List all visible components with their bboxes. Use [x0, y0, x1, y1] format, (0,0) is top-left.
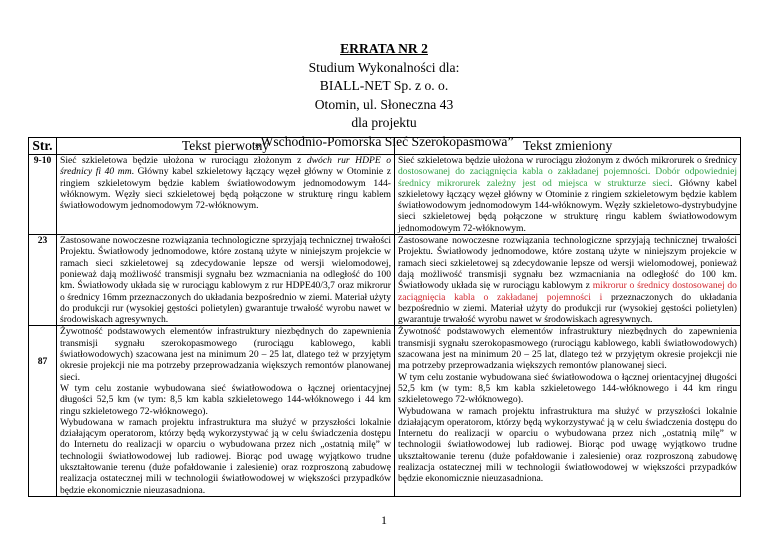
header-line-project-name: „Wschodnio-Pomorska Sieć Szerokopasmowa” [254, 133, 514, 149]
header-line-company: BIALL-NET Sp. z o. o. [319, 78, 449, 93]
text-run: przeznaczonych do układania bezpośrednio w ziemi. Materiał użyty do produkcji rur (wysokiej gęstości polietylen) gwarantuje trwałość wyrobu nawet w środowiskach agresywnych. [398, 291, 737, 326]
highlighted-change-red: mikrorur o średnicy dostosowanej do zaciągnięcia kabla o zakładanej pojemności i [398, 280, 737, 303]
page-number-cell: 87 [29, 326, 57, 496]
text-run: . Główny kabel szkieletowy łączący węzeł główny w Otominie z ringiem szkieletowym będzie kablem światłowodowym jednomodowym 144-włóknowym. Węzły sieci szkieletowej będą połączone w strukturę ringu kablem światłowodowym jednomodowym 72-włóknowym. [60, 166, 391, 212]
paragraph: W tym celu zostanie wybudowana sieć światłowodowa o łącznej orientacyjnej długości 52,5 km (w tym: 8,5 km kabla szkieletowego 144-włóknowego i 44 km ringu szkieletowego 72-włóknowego). [398, 371, 737, 406]
original-text-cell [57, 155, 395, 235]
page-number-cell: 9-10 [29, 155, 57, 235]
original-text-cell [57, 235, 395, 326]
column-header-original: Tekst pierwotny [57, 138, 395, 155]
table-header-row [29, 138, 741, 155]
header-line-study: Studium Wykonalności dla: [308, 59, 460, 75]
table-row [29, 155, 741, 235]
text-run: Zastosowane nowoczesne rozwiązania technologiczne sprzyjają technicznej trwałości Projektu. Światłowody jednomodowe, które zostaną użyte w niniejszym projekcie w ramach sieci szkieletowej są zdecydowanie lepsze od wersji wielomodowej, ponieważ dają możliwość transmisji sygnału bez wzmacniania na odległość do 100 km. Światłowody układa się w rurociągu kablowym z [398, 235, 737, 292]
highlighted-change-green: dostosowanej do zaciągnięcia kabla o zakładanej pojemności. Dobór odpowiedniej średnicy mikrorurek zależny jest od miejsca w strukturze sieci [398, 166, 737, 189]
paragraph: Żywotność podstawowych elementów infrastruktury niezbędnych do zapewnienia transmisji sygnału szerokopasmowego (rurociągu kablowego, kabli światłowodowych) szacowana jest na minimum 20 – 25 lat, dlatego też w przyjętym okresie projekcji nie ma potrzeby przeprowadzania większych remontów planowanej sieci. [60, 326, 391, 383]
column-header-page: Str. [29, 138, 57, 155]
text-run: Sieć szkieletowa będzie ułożona w rurociągu złożonym z [60, 155, 307, 166]
paragraph: Wybudowana w ramach projektu infrastruktura ma służyć w przyszłości lokalnie działającym operatorom, którzy będą wykorzystywać ją w celu świadczenia dostępu do Internetu do realizacji w oparciu o wybudowana przez nich „ostatnią milę” w technologii światłowodowej lub radiowej. Biorąc pod uwagę wyjątkowo trudne ukształtowanie terenu (duże pofałdowanie i zalesienie) oraz rozproszoną zabudowę realizacja ostatecznej mili w technologii światłowodowej w większości przypadków będzie ekonomicznie nieuzasadniona. [398, 405, 737, 485]
italic-text-run: dwóch rur HDPE o średnicy fi 40 mm [60, 155, 391, 178]
text-run: . Główny kabel szkieletowy łączący węzeł główny w Otominie z ringiem szkieletowym będzie kablem światłowodowym jednomodowym 144-włóknowym. Węzły szkieletowo-dystrybudyjne sieci szkieletowej będą połączone w strukturę ringu kablem światłowodowym jednomodowym 72-włóknowym. [398, 177, 737, 234]
errata-title: ERRATA NR 2 [340, 41, 428, 56]
original-text-cell [57, 326, 395, 496]
header-line-for-project: dla projektu [351, 115, 417, 130]
changed-text-cell [395, 326, 741, 496]
table-row [29, 326, 741, 496]
text-run: Zastosowane nowoczesne rozwiązania technologiczne sprzyjają technicznej trwałości Projektu. Światłowody jednomodowe, które zostaną użyte w niniejszym projekcie w ramach sieci szkieletowej są zdecydowanie lepsze od wersji wielomodowej, ponieważ dają możliwość transmisji sygnału bez wzmacniania na odległość do 100 km. Światłowody układa się w rurociągu kablowym z rur HDPE40/3,7 oraz mikrorur o średnicy 16mm przeznaczonych do układania bezpośrednio w ziemi. Materiał użyty do produkcji rur (wysokiej gęstości polietylen) gwarantuje trwałość wyrobu nawet w środowiskach agresywnych. [60, 235, 391, 326]
header-line-address: Otomin, ul. Słoneczna 43 [314, 96, 454, 112]
column-header-changed: Tekst zmieniony [395, 138, 741, 155]
text-run: Sieć szkieletowa będzie ułożona w rurociągu złożonym z dwóch mikrorurek o średnicy [398, 155, 737, 166]
paragraph: Wybudowana w ramach projektu infrastruktura ma służyć w przyszłości lokalnie działającym operatorom, którzy będą wykorzystywać ją w celu świadczenia dostępu do Internetu do realizacji w oparciu o wybudowana przez nich „ostatnią milę” w technologii światłowodowej lub radiowej. Biorąc pod uwagę wyjątkowo trudne ukształtowanie terenu (duże pofałdowanie i zalesienie) oraz rozproszoną zabudowę realizacja ostatecznej mili w technologii światłowodowej w większości przypadków będzie ekonomicznie nieuzasadniona. [60, 416, 391, 496]
paragraph: Żywotność podstawowych elementów infrastruktury niezbędnych do zapewnienia transmisji sygnału szerokopasmowego (rurociągu kablowego, kabli światłowodowych) szacowana jest na minimum 20 – 25 lat, dlatego też w przyjętym okresie projekcji nie ma potrzeby przeprowadzania większych remontów planowanej sieci. [398, 326, 737, 372]
document-header [0, 40, 768, 151]
changed-text-cell [395, 235, 741, 326]
page-number-cell: 23 [29, 235, 57, 326]
table-row [29, 235, 741, 326]
changed-text-cell [395, 155, 741, 235]
page-number: 1 [381, 513, 387, 527]
errata-table [28, 137, 741, 497]
paragraph: W tym celu zostanie wybudowana sieć światłowodowa o łącznej orientacyjnej długości 52,5 km (w tym: 8,5 km kabla szkieletowego 144-włóknowego i 44 km ringu szkieletowego 72-włóknowego). [60, 382, 391, 417]
